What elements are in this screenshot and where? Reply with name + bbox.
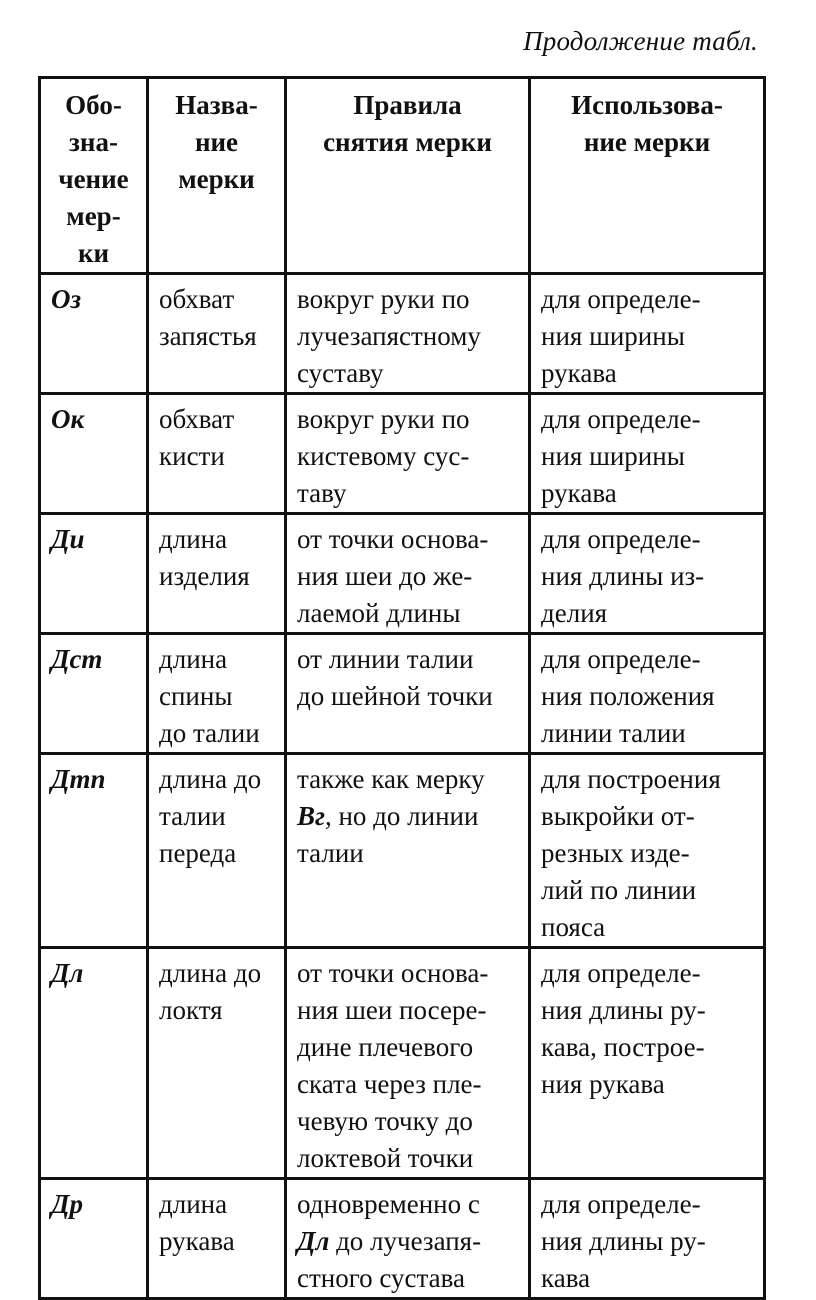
row-code: Ок — [40, 394, 148, 514]
row-rule: также как мерку Вг, но до линии талии — [286, 754, 530, 948]
measure-ref-dl: Дл — [297, 1226, 330, 1256]
row-name: обхват кисти — [148, 394, 286, 514]
row-name: длина до талии переда — [148, 754, 286, 948]
header-designation: Обо- зна- чение мер- ки — [40, 78, 148, 274]
table-row — [40, 274, 765, 394]
row-code: Ди — [40, 514, 148, 634]
row-name: длина до локтя — [148, 948, 286, 1179]
measure-ref-vg: Вг — [297, 801, 325, 831]
row-name: длина рукава — [148, 1179, 286, 1299]
row-use: для построения выкройки от- резных изде- лий по линии пояса — [530, 754, 765, 948]
table-row — [40, 634, 765, 754]
row-rule: от точки основа- ния шеи до же- лаемой длины — [286, 514, 530, 634]
row-use: для определе- ния ширины рукава — [530, 394, 765, 514]
table-header-row — [40, 78, 765, 274]
row-name: обхват запястья — [148, 274, 286, 394]
row-code: Дст — [40, 634, 148, 754]
row-use: для определе- ния положения линии талии — [530, 634, 765, 754]
measurements-table — [38, 76, 766, 1300]
row-name: длина изделия — [148, 514, 286, 634]
row-code: Дтп — [40, 754, 148, 948]
row-code: Др — [40, 1179, 148, 1299]
header-name: Назва- ние мерки — [148, 78, 286, 274]
table-row — [40, 754, 765, 948]
row-use: для определе- ния длины ру- кава, построе- ния рукава — [530, 948, 765, 1179]
table-row — [40, 394, 765, 514]
row-use: для определе- ния длины из- делия — [530, 514, 765, 634]
row-rule: вокруг руки по кистевому сус- таву — [286, 394, 530, 514]
row-code: Дл — [40, 948, 148, 1179]
row-use: для определе- ния длины ру- кава — [530, 1179, 765, 1299]
header-usage: Использова- ние мерки — [530, 78, 765, 274]
row-use: для определе- ния ширины рукава — [530, 274, 765, 394]
header-rules: Правила снятия мерки — [286, 78, 530, 274]
table-row — [40, 948, 765, 1179]
row-rule: от точки основа- ния шеи посере- дине плечевого ската через пле- чевую точку до локтевой точки — [286, 948, 530, 1179]
table-row — [40, 1179, 765, 1299]
row-rule: вокруг руки по лучезапястному суставу — [286, 274, 530, 394]
row-rule: от линии талии до шейной точки — [286, 634, 530, 754]
row-rule: одновременно с Дл до лучезапя- стного сустава — [286, 1179, 530, 1299]
row-code: Оз — [40, 274, 148, 394]
table-row — [40, 514, 765, 634]
row-name: длина спины до талии — [148, 634, 286, 754]
table-continuation-caption: Продолжение табл. — [523, 26, 758, 56]
